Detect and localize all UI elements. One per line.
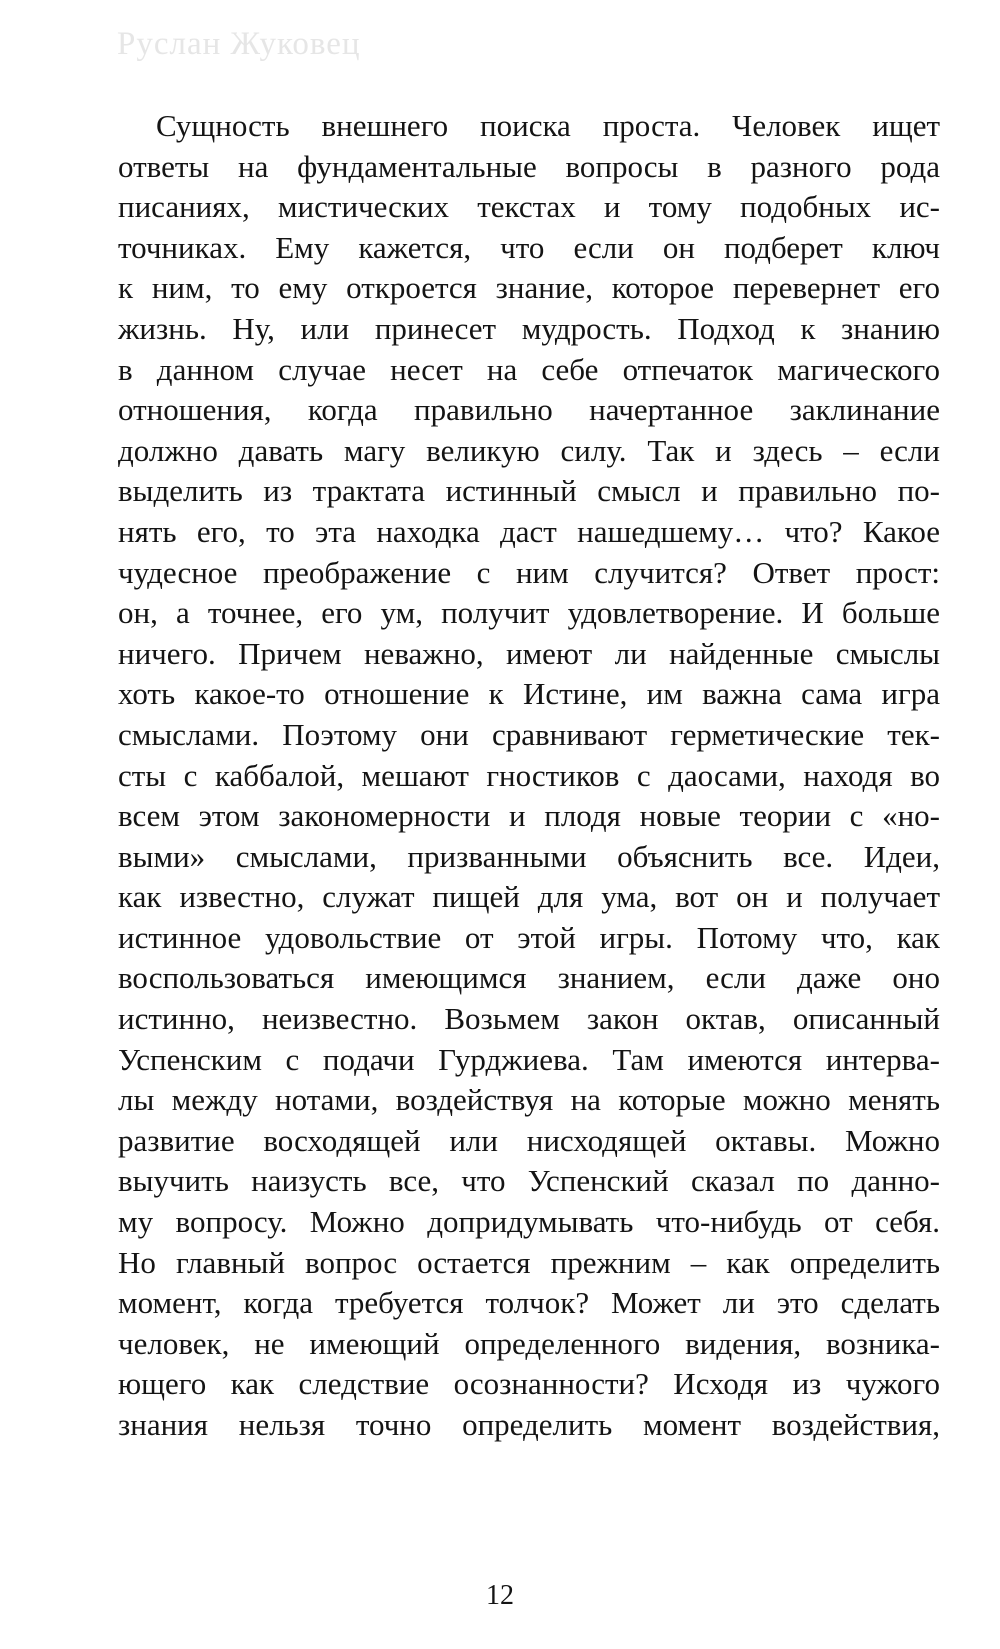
text-line: истинно, неизвестно. Возьмем закон октав, описанный — [118, 1001, 940, 1037]
text-line: воспользоваться имеющимся знанием, если даже оно — [118, 960, 940, 996]
text-line: выделить из трактата истинный смысл и правильно по- — [118, 473, 940, 509]
text-line: писаниях, мистических текстах и тому подобных ис- — [118, 189, 940, 225]
text-line: ничего. Причем неважно, имеют ли найденные смыслы — [118, 635, 940, 671]
text-line: человек, не имеющий определенного видения, возника- — [118, 1325, 940, 1361]
text-line: истинное удовольствие от этой игры. Потому что, как — [118, 919, 940, 955]
body-text — [118, 106, 940, 1446]
text-line: знания нельзя точно определить момент воздействия, — [118, 1407, 940, 1442]
text-line: в данном случае несет на себе отпечаток магического — [118, 351, 940, 387]
text-line: отношения, когда правильно начертанное заклинание — [118, 392, 940, 428]
text-line: Сущность внешнего поиска проста. Человек ищет — [156, 108, 940, 143]
text-line: к ним, то ему откроется знание, которое перевернет его — [118, 270, 940, 306]
running-header: Руслан Жуковец — [117, 26, 361, 62]
text-line: выучить наизусть все, что Успенский сказал по данно- — [118, 1163, 940, 1199]
text-line: нять его, то эта находка даст нашедшему… что? Какое — [118, 513, 940, 549]
text-line: ющего как следствие осознанности? Исходя из чужого — [118, 1366, 940, 1402]
text-line: развитие восходящей или нисходящей октавы. Можно — [118, 1122, 940, 1158]
text-line: должно давать магу великую силу. Так и здесь – если — [118, 432, 940, 468]
page-number: 12 — [486, 1580, 514, 1611]
text-line: выми» смыслами, призванными объяснить все. Идеи, — [118, 838, 940, 874]
text-line: ответы на фундаментальные вопросы в разного рода — [118, 148, 940, 184]
text-line: как известно, служат пищей для ума, вот он и получает — [118, 879, 940, 915]
text-line: лы между нотами, воздействуя на которые можно менять — [118, 1082, 940, 1118]
text-line: он, а точнее, его ум, получит удовлетворение. И больше — [118, 595, 940, 631]
text-line: Успенским с подачи Гурджиева. Там имеются интерва- — [118, 1041, 940, 1077]
text-line: смыслами. Поэтому они сравнивают герметические тек- — [118, 716, 940, 752]
text-line: хоть какое-то отношение к Истине, им важна сама игра — [118, 676, 940, 712]
text-line: точниках. Ему кажется, что если он подберет ключ — [118, 229, 940, 265]
text-line: му вопросу. Можно допридумывать что-нибудь от себя. — [118, 1204, 940, 1240]
text-line: момент, когда требуется толчок? Может ли это сделать — [118, 1285, 940, 1321]
text-line: сты с каббалой, мешают гностиков с даосами, находя во — [118, 757, 940, 793]
text-line: жизнь. Ну, или принесет мудрость. Подход к знанию — [118, 310, 940, 346]
text-line: всем этом закономерности и плодя новые теории с «но- — [118, 798, 940, 834]
text-line: Но главный вопрос остается прежним – как определить — [118, 1244, 940, 1280]
text-line: чудесное преображение с ним случится? Ответ прост: — [118, 554, 940, 590]
